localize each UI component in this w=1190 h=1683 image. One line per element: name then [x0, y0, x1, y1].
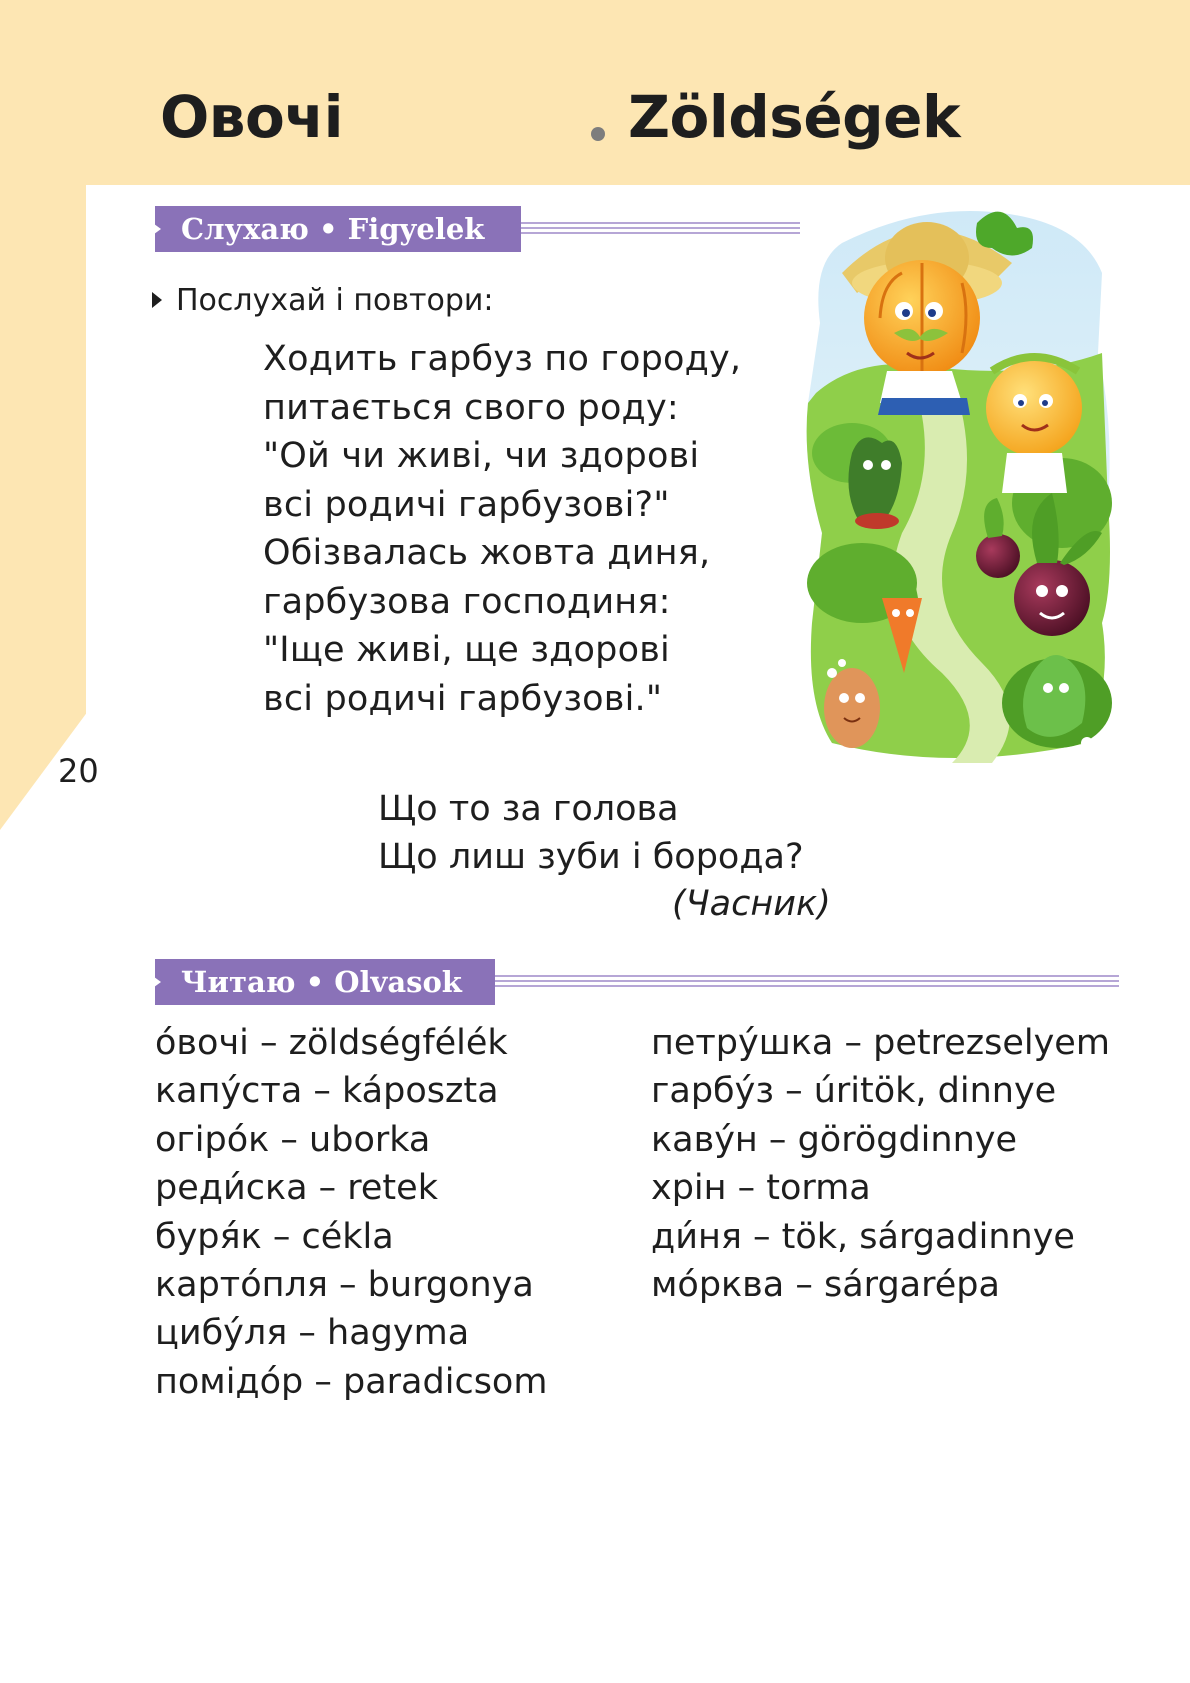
- page-title-hungarian: Zöldségek: [628, 83, 961, 151]
- vocab-item: капу́ста – káposzta: [155, 1071, 499, 1112]
- listen-instruction: [152, 283, 494, 319]
- section-arrow-icon: [150, 221, 161, 237]
- riddle-line: Що то за голова: [378, 789, 679, 829]
- poem: [263, 335, 741, 723]
- vocab-item: хрін – torma: [651, 1168, 871, 1209]
- vocab-item: цибу́ля – hagyma: [155, 1313, 470, 1354]
- vocab-item: ди́ня – tök, sárgadinnye: [651, 1216, 1075, 1257]
- vocab-item: петру́шка – petrezselyem: [651, 1023, 1110, 1063]
- section-divider-lines: [495, 975, 1119, 989]
- vocab-item: каву́н – görögdinnye: [651, 1119, 1017, 1160]
- read-section-header: [155, 959, 1119, 1005]
- poem-line: гарбузова господиня:: [263, 581, 671, 622]
- riddle-line: Що лиш зуби і борода?: [378, 837, 804, 877]
- riddle: [378, 785, 804, 881]
- instruction-text: Послухай і повтори:: [176, 283, 494, 318]
- page-title-ukrainian: Овочі: [160, 83, 344, 151]
- vocab-item: реди́ска – retek: [155, 1168, 438, 1209]
- poem-line: Обізвалась жовта диня,: [263, 533, 711, 573]
- vocab-item: мо́рква – sárgarépa: [651, 1265, 1000, 1306]
- vocab-item: карто́пля – burgonya: [155, 1265, 534, 1306]
- poem-line: Ходить гарбуз по городу,: [263, 339, 742, 379]
- vocabulary-list-right: [651, 1019, 1110, 1309]
- section-divider-lines: [521, 222, 800, 236]
- poem-line: питається свого роду:: [263, 387, 679, 428]
- poem-line: всі родичі гарбузові.": [263, 678, 663, 719]
- section-arrow-icon: [150, 974, 161, 990]
- bullet-triangle-icon: [152, 292, 162, 308]
- poem-line: "Ой чи живі, чи здорові: [263, 436, 700, 476]
- vocabulary-list-left: [155, 1019, 547, 1406]
- vegetable-garden-illustration: [802, 203, 1114, 763]
- vocab-item: гарбу́з – úritök, dinnye: [651, 1071, 1057, 1112]
- left-decorative-band: [0, 0, 86, 830]
- vocab-item: огіро́к – uborka: [155, 1119, 431, 1160]
- listen-section-header: [155, 206, 800, 252]
- vocab-item: помідо́р – paradicsom: [155, 1361, 548, 1402]
- title-separator-dot: [591, 127, 605, 141]
- poem-line: всі родичі гарбузові?": [263, 484, 670, 525]
- poem-line: "Іще живі, ще здорові: [263, 630, 670, 670]
- read-section-label: Читаю • Olvasok: [155, 959, 495, 1005]
- vocab-item: буря́к – cékla: [155, 1216, 394, 1257]
- riddle-answer: (Часник): [672, 884, 831, 924]
- listen-section-label: Слухаю • Figyelek: [155, 206, 521, 252]
- vocab-item: о́вочі – zöldségfélék: [155, 1023, 508, 1063]
- page-number: 20: [58, 752, 99, 790]
